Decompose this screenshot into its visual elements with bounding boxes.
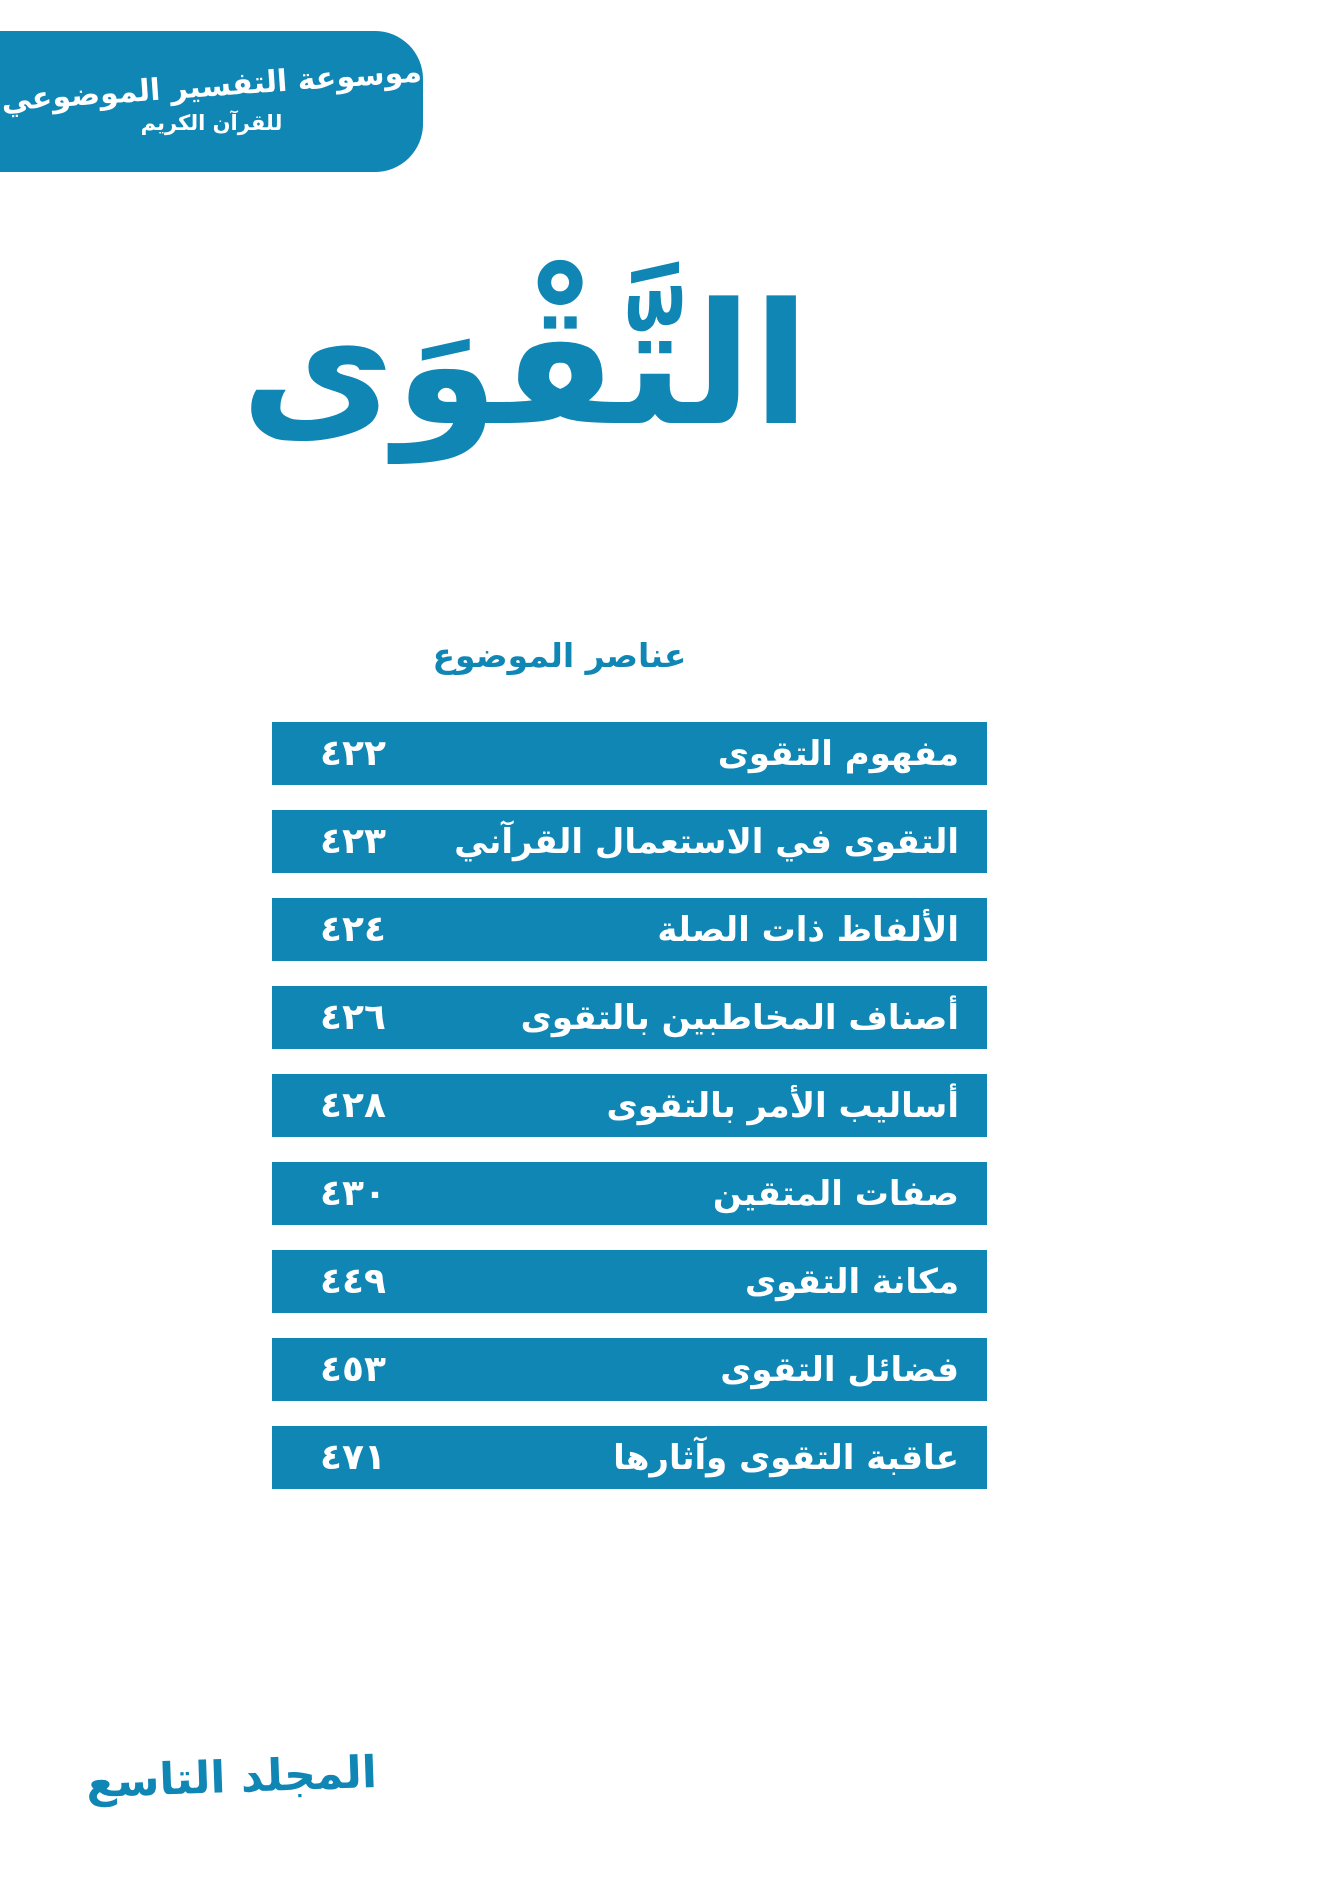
toc-row — [272, 898, 987, 961]
toc-row-label: عاقبة التقوى وآثارها — [613, 1437, 959, 1478]
toc-row — [272, 1426, 987, 1489]
toc-row-page-number: ٤٢٨ — [320, 1085, 386, 1126]
toc-row-label: مفهوم التقوى — [717, 733, 959, 774]
toc-row — [272, 1250, 987, 1313]
toc-row-label: أصناف المخاطبين بالتقوى — [520, 997, 959, 1038]
toc-row-label: التقوى في الاستعمال القرآني — [454, 821, 959, 862]
publisher-banner — [0, 31, 423, 172]
toc-row-label: صفات المتقين — [712, 1173, 959, 1214]
toc-row-label: أساليب الأمر بالتقوى — [606, 1085, 959, 1126]
toc-row-page-number: ٤٢٦ — [320, 997, 386, 1038]
toc-row — [272, 986, 987, 1049]
chapter-title: التَّقْوَى — [240, 267, 810, 463]
toc-row-label: مكانة التقوى — [744, 1261, 959, 1302]
toc-row-page-number: ٤٤٩ — [320, 1261, 386, 1302]
toc-heading: عناصر الموضوع — [432, 636, 687, 675]
toc-row — [272, 1162, 987, 1225]
volume-label: المجلد التاسع — [85, 1746, 378, 1809]
toc-row-page-number: ٤٣٠ — [320, 1173, 386, 1214]
toc-row-page-number: ٤٢٢ — [320, 733, 386, 774]
toc-row-label: فضائل التقوى — [720, 1349, 959, 1390]
publisher-banner-subtitle: للقرآن الكريم — [140, 111, 283, 136]
toc-row-page-number: ٤٢٤ — [320, 909, 386, 950]
toc-row-page-number: ٤٧١ — [320, 1437, 386, 1478]
toc-row — [272, 722, 987, 785]
toc-list — [272, 722, 987, 1514]
toc-row — [272, 1074, 987, 1137]
toc-row — [272, 1338, 987, 1401]
toc-row — [272, 810, 987, 873]
toc-row-page-number: ٤٢٣ — [320, 821, 386, 862]
toc-row-page-number: ٤٥٣ — [320, 1349, 386, 1390]
publisher-banner-title: موسوعة التفسير الموضوعي — [0, 54, 423, 119]
toc-row-label: الألفاظ ذات الصلة — [657, 909, 959, 950]
